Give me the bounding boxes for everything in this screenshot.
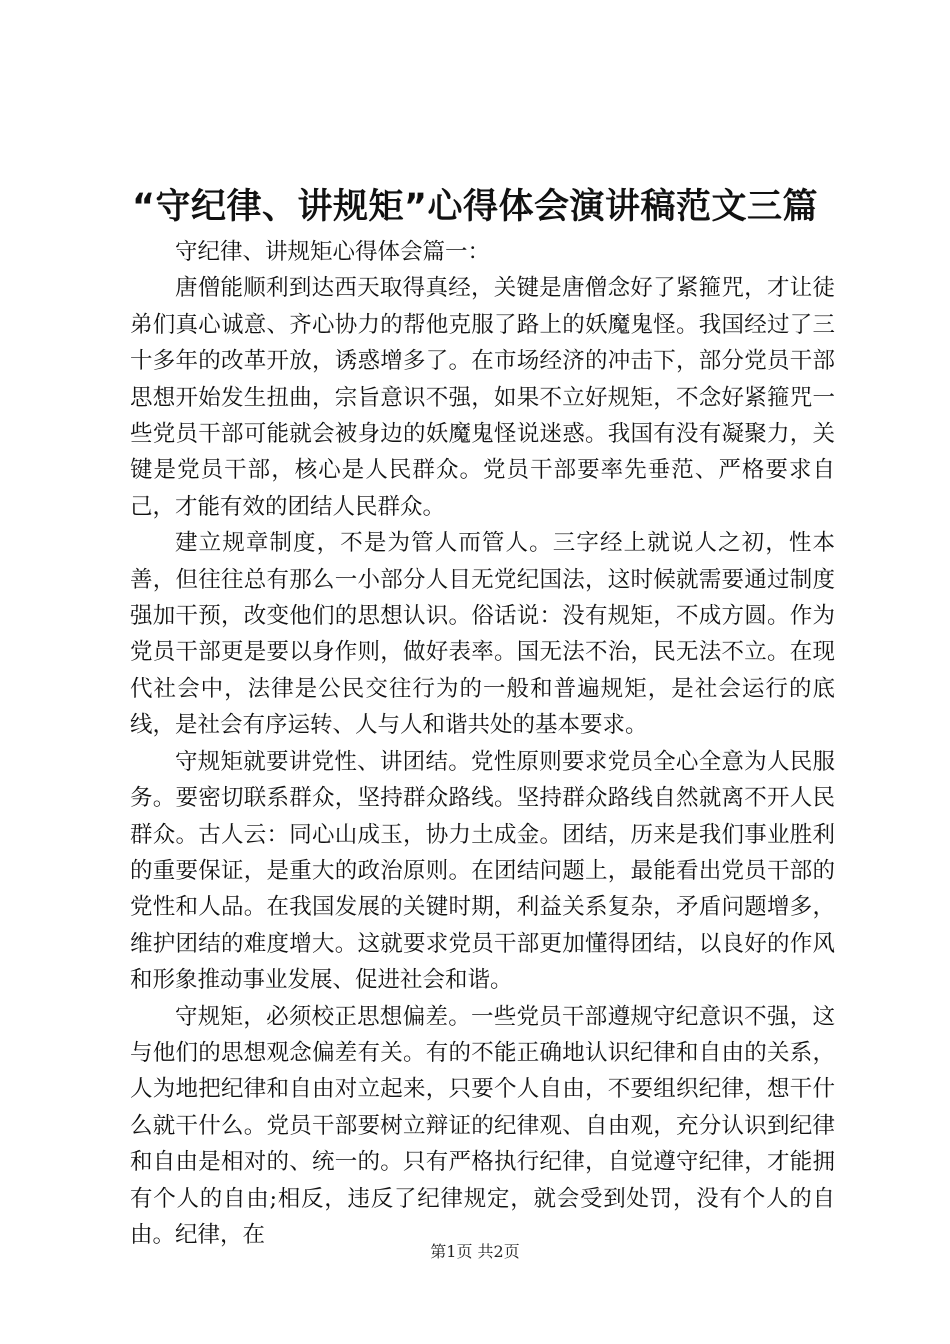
body-paragraph: 守规矩，必须校正思想偏差。一些党员干部遵规守纪意识不强，这与他们的思想观念偏差有关。有的不能正确地认识纪律和自由的关系，人为地把纪律和自由对立起来，只要个人自由，不要组织纪律，想干什么就干什么。党员干部要树立辩证的纪律观、自由观，充分认识到纪律和自由是相对的、统一的。只有严格执行纪律，自觉遵守纪律，才能拥有个人的自由;相反，违反了纪律规定，就会受到处罚，没有个人的自由。纪律，在 <box>130 1003 835 1248</box>
section-heading: 守纪律、讲规矩心得体会篇一： <box>175 239 491 265</box>
page-number-footer: 第1页 共2页 <box>430 1242 520 1261</box>
body-paragraph: 建立规章制度，不是为管人而管人。三字经上就说人之初，性本善，但往往总有那么一小部分人目无党纪国法，这时候就需要通过制度强加干预，改变他们的思想认识。俗话说：没有规矩，不成方圆。作为党员干部更是要以身作则，做好表率。国无法不治，民无法不立。在现代社会中，法律是公民交往行为的一般和普遍规矩，是社会运行的底线，是社会有序运转、人与人和谐共处的基本要求。 <box>130 530 835 739</box>
body-paragraph: 唐僧能顺利到达西天取得真经，关键是唐僧念好了紧箍咒，才让徒弟们真心诚意、齐心协力的帮他克服了路上的妖魔鬼怪。我国经过了三十多年的改革开放，诱惑增多了。在市场经济的冲击下，部分党员干部思想开始发生扭曲，宗旨意识不强，如果不立好规矩，不念好紧箍咒一些党员干部可能就会被身边的妖魔鬼怪说迷惑。我国有没有凝聚力，关键是党员干部，核心是人民群众。党员干部要率先垂范、严格要求自己，才能有效的团结人民群众。 <box>130 275 835 520</box>
body-paragraph: 守规矩就要讲党性、讲团结。党性原则要求党员全心全意为人民服务。要密切联系群众，坚持群众路线。坚持群众路线自然就离不开人民群众。古人云：同心山成玉，协力土成金。团结，历来是我们事业胜利的重要保证，是重大的政治原则。在团结问题上，最能看出党员干部的党性和人品。在我国发展的关键时期，利益关系复杂，矛盾问题增多，维护团结的难度增大。这就要求党员干部更加懂得团结，以良好的作风和形象推动事业发展、促进社会和谐。 <box>130 748 835 994</box>
document-body <box>130 234 835 1253</box>
document-title: “守纪律、讲规矩”心得体会演讲稿范文三篇 <box>131 187 818 227</box>
